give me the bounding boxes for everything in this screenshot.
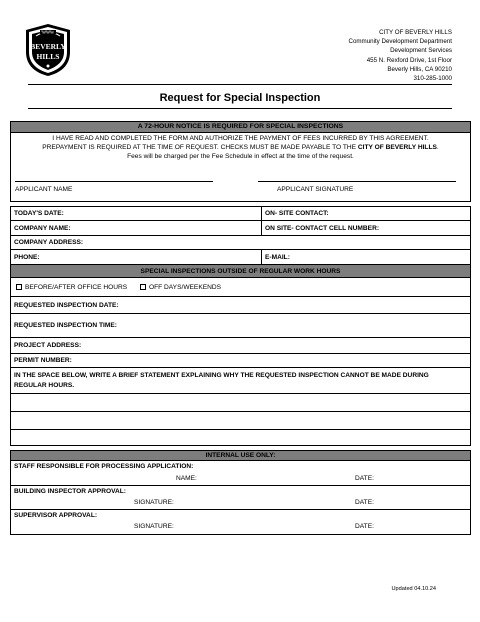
notice-heading: A 72-HOUR NOTICE IS REQUIRED FOR SPECIAL INSPECTIONS (11, 122, 470, 133)
option-before-after[interactable] (13, 278, 127, 296)
payee-name: CITY OF BEVERLY HILLS (357, 144, 437, 151)
org-header (348, 28, 452, 83)
applicant-name-label: APPLICANT NAME (15, 186, 73, 193)
row-company-cell (10, 221, 471, 236)
supervisor-date-field[interactable]: DATE: (355, 523, 374, 530)
statement-line-field[interactable] (10, 430, 471, 446)
row-permit-number (10, 354, 471, 368)
phone-field[interactable]: PHONE: (14, 253, 40, 261)
onsite-cell-field[interactable]: ON SITE- CONTACT CELL NUMBER: (265, 224, 380, 232)
todays-date-field[interactable]: TODAY'S DATE: (14, 210, 64, 217)
row-hours-options (10, 278, 471, 297)
staff-label: STAFF RESPONSIBLE FOR PROCESSING APPLICATION: (14, 463, 194, 470)
applicant-name-field[interactable] (15, 181, 213, 182)
org-line: CITY OF BEVERLY HILLS (379, 29, 452, 36)
off-days-label: OFF DAYS/WEEKENDS (149, 283, 222, 291)
applicant-signature-field[interactable] (258, 181, 456, 182)
statement-line2: REGULAR HOURS. (14, 382, 75, 389)
logo-text-line1: BEVERLY (30, 42, 66, 51)
before-after-label: BEFORE/AFTER OFFICE HOURS (25, 283, 128, 291)
row-supervisor (10, 510, 471, 535)
off-days-checkbox[interactable] (140, 284, 146, 290)
statement-line-field[interactable] (10, 412, 471, 430)
onsite-contact-field[interactable]: ON- SITE CONTACT: (265, 210, 329, 217)
org-line: 455 N. Rexford Drive, 1st Floor (366, 56, 452, 64)
building-inspector-label: BUILDING INSPECTOR APPROVAL: (14, 488, 126, 495)
requested-date-field[interactable]: REQUESTED INSPECTION DATE: (14, 301, 119, 309)
staff-name-field[interactable]: NAME: (176, 475, 197, 482)
org-line: Beverly Hills, CA 90210 (387, 65, 452, 73)
org-line: Community Development Department (348, 38, 452, 46)
row-company-address (10, 236, 471, 250)
notice-line2-end: . (436, 144, 439, 151)
row-staff (10, 461, 471, 486)
building-date-field[interactable]: DATE: (355, 499, 374, 506)
header-rule (28, 84, 452, 85)
notice-text (11, 133, 470, 161)
applicant-signature-label: APPLICANT SIGNATURE (277, 186, 354, 193)
internal-heading: INTERNAL USE ONLY: (10, 450, 471, 461)
row-date-contact (10, 206, 471, 221)
company-address-field[interactable]: COMPANY ADDRESS: (14, 239, 84, 246)
building-signature-field[interactable]: SIGNATURE: (134, 499, 174, 506)
notice-line1: I HAVE READ AND COMPLETED THE FORM AND AUTHORIZE THE PAYMENT OF FEES INCURRED BY THIS AGREEMENT. (52, 135, 429, 142)
updated-date: Updated 04.10.24 (391, 586, 436, 592)
statement-line-field[interactable] (10, 394, 471, 412)
notice-section (10, 121, 471, 202)
page-title: Request for Special Inspection (159, 92, 321, 104)
notice-line2-text: PREPAYMENT IS REQUIRED AT THE TIME OF REQUEST. CHECKS MUST BE MADE PAYABLE TO THE (42, 144, 358, 151)
title-rule (28, 108, 452, 109)
org-line: 310-285-1000 (413, 75, 452, 83)
city-seal-logo (22, 22, 74, 78)
statement-instructions (14, 371, 429, 391)
notice-line3: Fees will be charged per the Fee Schedule in effect at the time of the request. (127, 153, 354, 160)
row-requested-time (10, 314, 471, 338)
company-name-field[interactable]: COMPANY NAME: (14, 224, 71, 232)
option-off-days[interactable] (137, 278, 221, 296)
row-project-address (10, 338, 471, 354)
supervisor-signature-field[interactable]: SIGNATURE: (134, 523, 174, 530)
notice-line2 (11, 143, 470, 152)
statement-line1: IN THE SPACE BELOW, WRITE A BRIEF STATEMENT EXPLAINING WHY THE REQUESTED INSPECTION CANNOT BE MADE DURING (14, 372, 429, 379)
before-after-checkbox[interactable] (16, 284, 22, 290)
row-building-inspector (10, 486, 471, 510)
requested-time-field[interactable]: REQUESTED INSPECTION TIME: (14, 322, 117, 329)
special-heading: SPECIAL INSPECTIONS OUTSIDE OF REGULAR WORK HOURS (10, 265, 471, 278)
logo-text-line2: HILLS (36, 52, 60, 61)
permit-number-field[interactable]: PERMIT NUMBER: (14, 357, 72, 364)
supervisor-label: SUPERVISOR APPROVAL: (14, 512, 98, 519)
row-statement-instructions (10, 368, 471, 394)
row-phone-email (10, 250, 471, 265)
email-field[interactable]: E-MAIL: (265, 253, 290, 261)
project-address-field[interactable]: PROJECT ADDRESS: (14, 342, 82, 349)
org-line: Development Services (390, 47, 452, 55)
row-requested-date (10, 297, 471, 314)
staff-date-field[interactable]: DATE: (355, 475, 374, 482)
